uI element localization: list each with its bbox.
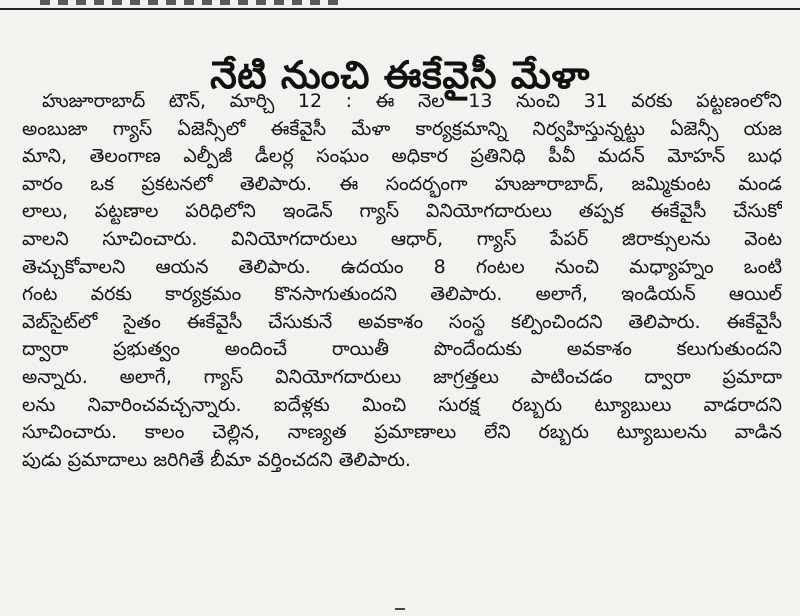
article-line: అంబుజా గ్యాస్ ఏజెన్సీలో ఈకేవైసీ మేళా కార్యక్రమాన్ని నిర్వహిస్తున్నట్టు ఏజెన్సీ యజ (22, 117, 782, 140)
article-line: వారం ఒక ప్రకటనలో తెలిపారు. ఈ సందర్భంగా హుజూరాబాద్, జమ్మికుంట మండ (22, 172, 782, 195)
article-body (22, 88, 782, 474)
article-line: హుజూరాబాద్ టౌన్, మార్చి 12 : ఈ నెల 13 నుంచి 31 వరకు పట్టణంలోని (42, 90, 782, 112)
article-line: మాని, తెలంగాణ ఎల్పీజీ డీలర్ల సంఘం అధికార ప్రతినిధి పీవీ మదన్ మోహన్ బుధ (22, 145, 782, 168)
article-line: వెబ్‌సైట్‌లో సైతం ఈకేవైసీ చేసుకునే అవకాశం సంస్థ కల్పించిందని తెలిపారు. ఈకేవైసీ (22, 310, 782, 333)
article-line: తెచ్చుకోవాలని ఆయన తెలిపారు. ఉదయం 8 గంటల నుంచి మధ్యాహ్నం ఒంటి (22, 255, 782, 278)
article-line: లాలు, పట్టణాల పరిధిలోని ఇండెన్ గ్యాస్ వినియోగదారులు తప్పక ఈకేవైసీ చేసుకో (22, 200, 782, 223)
article-line: గంట వరకు కార్యక్రమం కొనసాగుతుందని తెలిపారు. అలాగే, ఇండియన్ ఆయిల్ (22, 283, 782, 306)
cropped-next-article-fragment (395, 608, 405, 616)
article-line: పుడు ప్రమాదాలు జరిగితే బీమా వర్తించదని తెలిపారు. (22, 448, 411, 471)
article-line: సూచించారు. కాలం చెల్లిన, నాణ్యత ప్రమాణాలు లేని రబ్బరు ట్యూబులను వాడిన (22, 421, 782, 444)
article-headline: నేటి నుంచి ఈకేవైసీ మేళా (210, 53, 590, 98)
article-line: అన్నారు. అలాగే, గ్యాస్ వినియోగదారులు జాగ్రత్తలు పాటించడం ద్వారా ప్రమాదా (22, 365, 782, 388)
article-line: ద్వారా ప్రభుత్వం అందించే రాయితీ పొందేందుకు అవకాశం కలుగుతుందని (22, 338, 782, 361)
article-line: లను నివారించవచ్చన్నారు. ఐదేళ్లకు మించి సురక్ష రబ్బరు ట్యూబులు వాడరాదని (22, 393, 782, 416)
cropped-previous-article-fragment (40, 0, 340, 5)
article-line: వాలని సూచించారు. వినియోగదారులు ఆధార్, గ్యాస్ పేపర్ జిరాక్సులను వెంట (22, 227, 782, 250)
